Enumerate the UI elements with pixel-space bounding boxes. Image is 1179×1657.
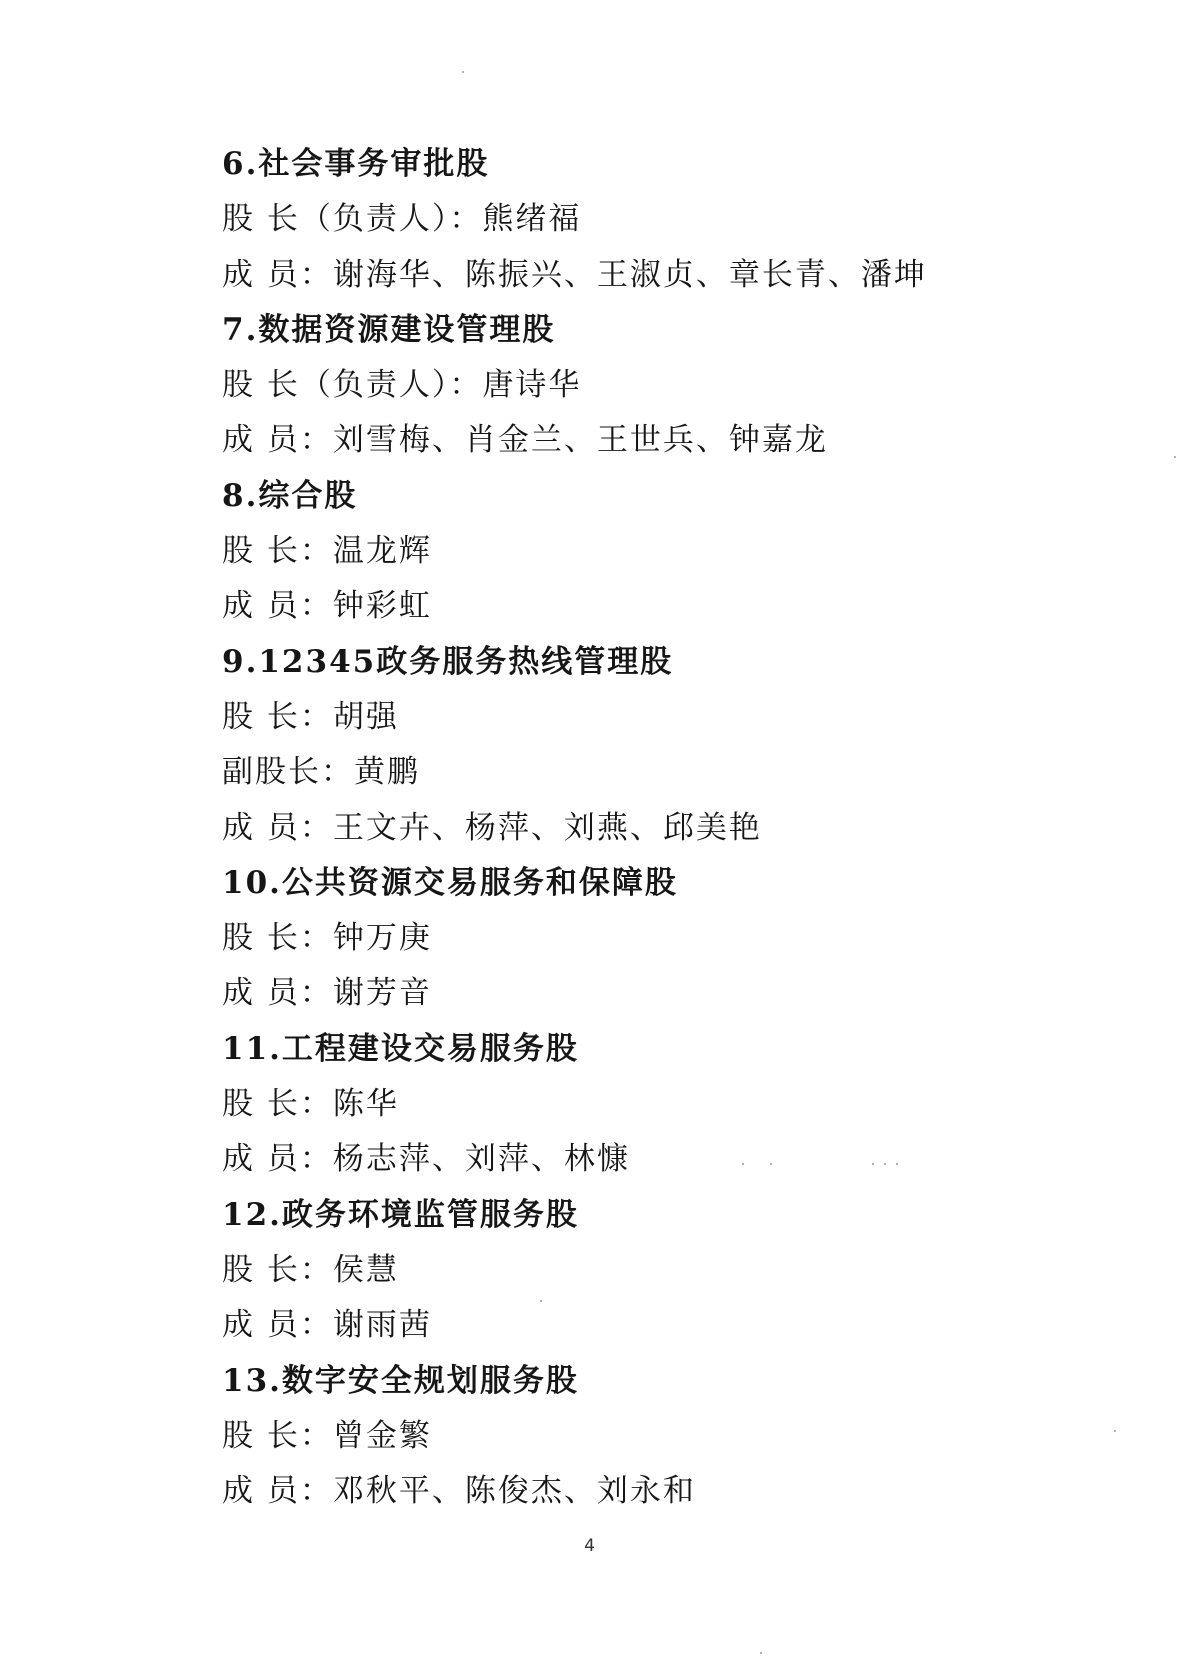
- list-item: 成 员：谢海华、陈振兴、王淑贞、章长青、潘坤: [222, 256, 927, 293]
- list-item: 成 员：刘雪梅、肖金兰、王世兵、钟嘉龙: [222, 422, 828, 459]
- section-heading: 13.数字安全规划服务股: [222, 1362, 579, 1399]
- list-item: 股 长：胡强: [222, 698, 399, 735]
- section-heading: 7.数据资源建设管理股: [222, 311, 556, 348]
- section-heading: 9.12345政务服务热线管理股: [222, 643, 674, 680]
- section-heading: 11.工程建设交易服务股: [222, 1030, 579, 1067]
- scan-speck: [872, 1163, 874, 1165]
- list-item: 股 长：曾金繁: [222, 1417, 432, 1454]
- list-item: 股 长：温龙辉: [222, 533, 432, 570]
- list-item: 成 员：邓秋平、陈俊杰、刘永和: [222, 1473, 696, 1510]
- list-item: 股 长：钟万庚: [222, 920, 432, 957]
- list-item: 成 员：谢雨茜: [222, 1307, 432, 1344]
- list-item: 股 长：陈华: [222, 1086, 399, 1123]
- scan-speck: [884, 1163, 886, 1165]
- scan-speck: [540, 1300, 542, 1302]
- scan-speck: [1114, 1430, 1116, 1432]
- scan-speck: [770, 1163, 772, 1165]
- staff-list: [222, 137, 1102, 1519]
- list-item: 股 长（负责人）：唐诗华: [222, 367, 582, 404]
- section-heading: 12.政务环境监管服务股: [222, 1196, 579, 1233]
- scan-speck: [896, 1163, 898, 1165]
- list-item: 股 长：侯慧: [222, 1251, 399, 1288]
- list-item: 成 员：王文卉、杨萍、刘燕、邱美艳: [222, 809, 762, 846]
- list-item: 成 员：杨志萍、刘萍、林慷: [222, 1141, 630, 1178]
- scan-speck: [1174, 456, 1176, 458]
- scan-speck: [742, 1163, 744, 1165]
- scan-speck: [760, 1652, 762, 1654]
- section-heading: 10.公共资源交易服务和保障股: [222, 864, 678, 901]
- section-heading: 8.综合股: [222, 477, 358, 514]
- section-heading: 6.社会事务审批股: [222, 146, 490, 182]
- list-item: 股 长（负责人）：熊绪福: [222, 201, 582, 238]
- list-item: 成 员：谢芳音: [222, 975, 432, 1012]
- page-number: 4: [584, 1536, 595, 1556]
- list-item: 副股长：黄鹏: [222, 754, 420, 791]
- list-item: 成 员：钟彩虹: [222, 588, 432, 625]
- scan-speck: [462, 71, 464, 73]
